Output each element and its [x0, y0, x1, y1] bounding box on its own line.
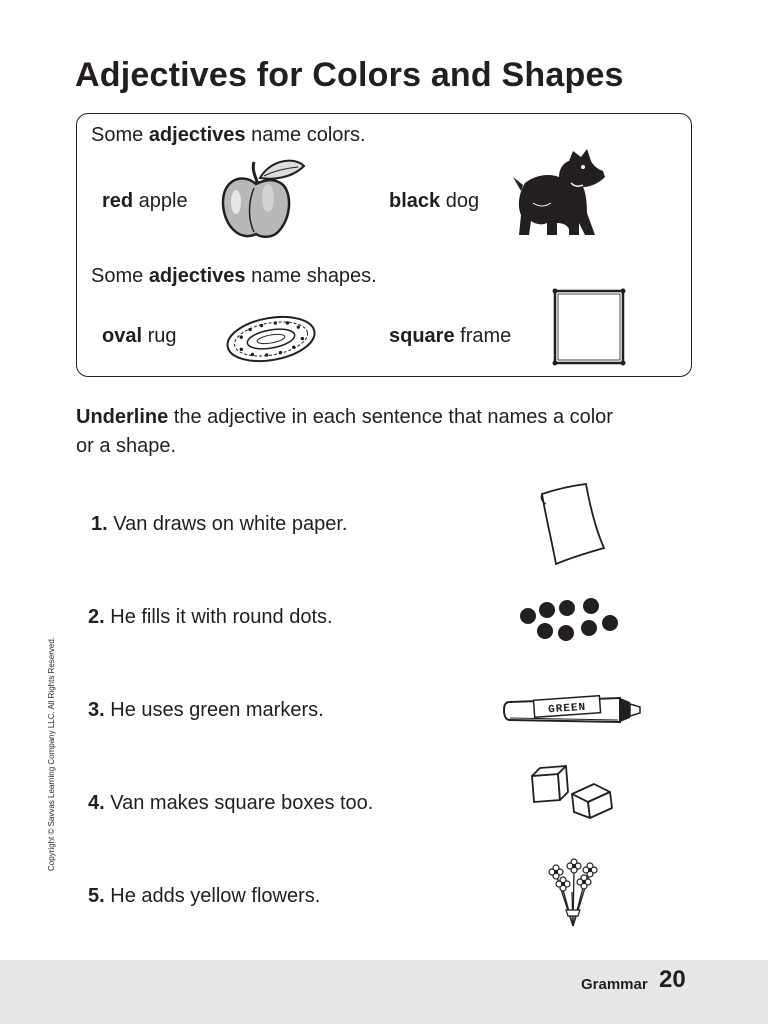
dog-icon — [513, 143, 613, 241]
example-black-dog — [389, 190, 479, 213]
shapes-intro-pre: Some — [91, 265, 149, 287]
round-dots-icon — [516, 596, 620, 646]
instructions-line-2: or a shape. — [76, 435, 177, 457]
adjective-red: red — [102, 190, 134, 212]
item-number: 5. — [88, 885, 105, 907]
instructions-text: the adjective in each sentence that names a color — [168, 406, 613, 428]
adjective-square: square — [389, 325, 455, 347]
marker-label: GREEN — [547, 701, 587, 717]
example-oval-rug — [102, 325, 177, 348]
noun-apple: apple — [133, 190, 188, 212]
adjective-black: black — [389, 190, 441, 212]
colors-intro-post: name colors. — [245, 124, 366, 146]
exercise-item-5 — [88, 885, 320, 908]
example-square-frame — [389, 325, 511, 348]
noun-rug: rug — [142, 325, 177, 347]
shapes-intro — [91, 265, 377, 288]
square-boxes-icon — [526, 764, 618, 820]
example-red-apple — [102, 190, 188, 213]
exercise-item-2 — [88, 606, 333, 629]
footer-section-label: Grammar — [581, 976, 648, 993]
item-sentence: Van makes square boxes too. — [104, 792, 374, 814]
item-number: 4. — [88, 792, 105, 814]
colors-intro — [91, 124, 366, 147]
noun-dog: dog — [440, 190, 480, 212]
item-sentence: He fills it with round dots. — [104, 606, 333, 628]
page-title: Adjectives for Colors and Shapes — [75, 56, 624, 94]
shapes-intro-keyword: adjectives — [148, 265, 246, 287]
colors-intro-keyword: adjectives — [148, 124, 246, 146]
page-number: 20 — [659, 966, 686, 993]
instructions-line-1 — [76, 406, 613, 429]
colors-intro-pre: Some — [91, 124, 149, 146]
item-number: 1. — [91, 513, 108, 535]
item-number: 3. — [88, 699, 105, 721]
adjective-oval: oval — [102, 325, 143, 347]
copyright-notice: Copyright © Savvas Learning Company LLC. All Rights Reserved. — [47, 636, 56, 871]
footer-bar — [0, 960, 768, 1024]
exercise-item-1 — [91, 513, 347, 536]
apple-icon — [218, 158, 308, 240]
oval-rug-icon — [224, 310, 318, 368]
exercise-item-3 — [88, 699, 324, 722]
exercise-item-4 — [88, 792, 373, 815]
item-sentence: He adds yellow flowers. — [104, 885, 321, 907]
flowers-icon — [544, 852, 602, 928]
square-frame-icon — [550, 286, 628, 368]
item-number: 2. — [88, 606, 105, 628]
green-marker-icon — [500, 690, 644, 730]
item-sentence: Van draws on white paper. — [107, 513, 348, 535]
shapes-intro-post: name shapes. — [245, 265, 377, 287]
noun-frame: frame — [454, 325, 512, 347]
item-sentence: He uses green markers. — [104, 699, 324, 721]
paper-sheet-icon — [534, 482, 606, 566]
instructions-keyword: Underline — [76, 406, 169, 428]
